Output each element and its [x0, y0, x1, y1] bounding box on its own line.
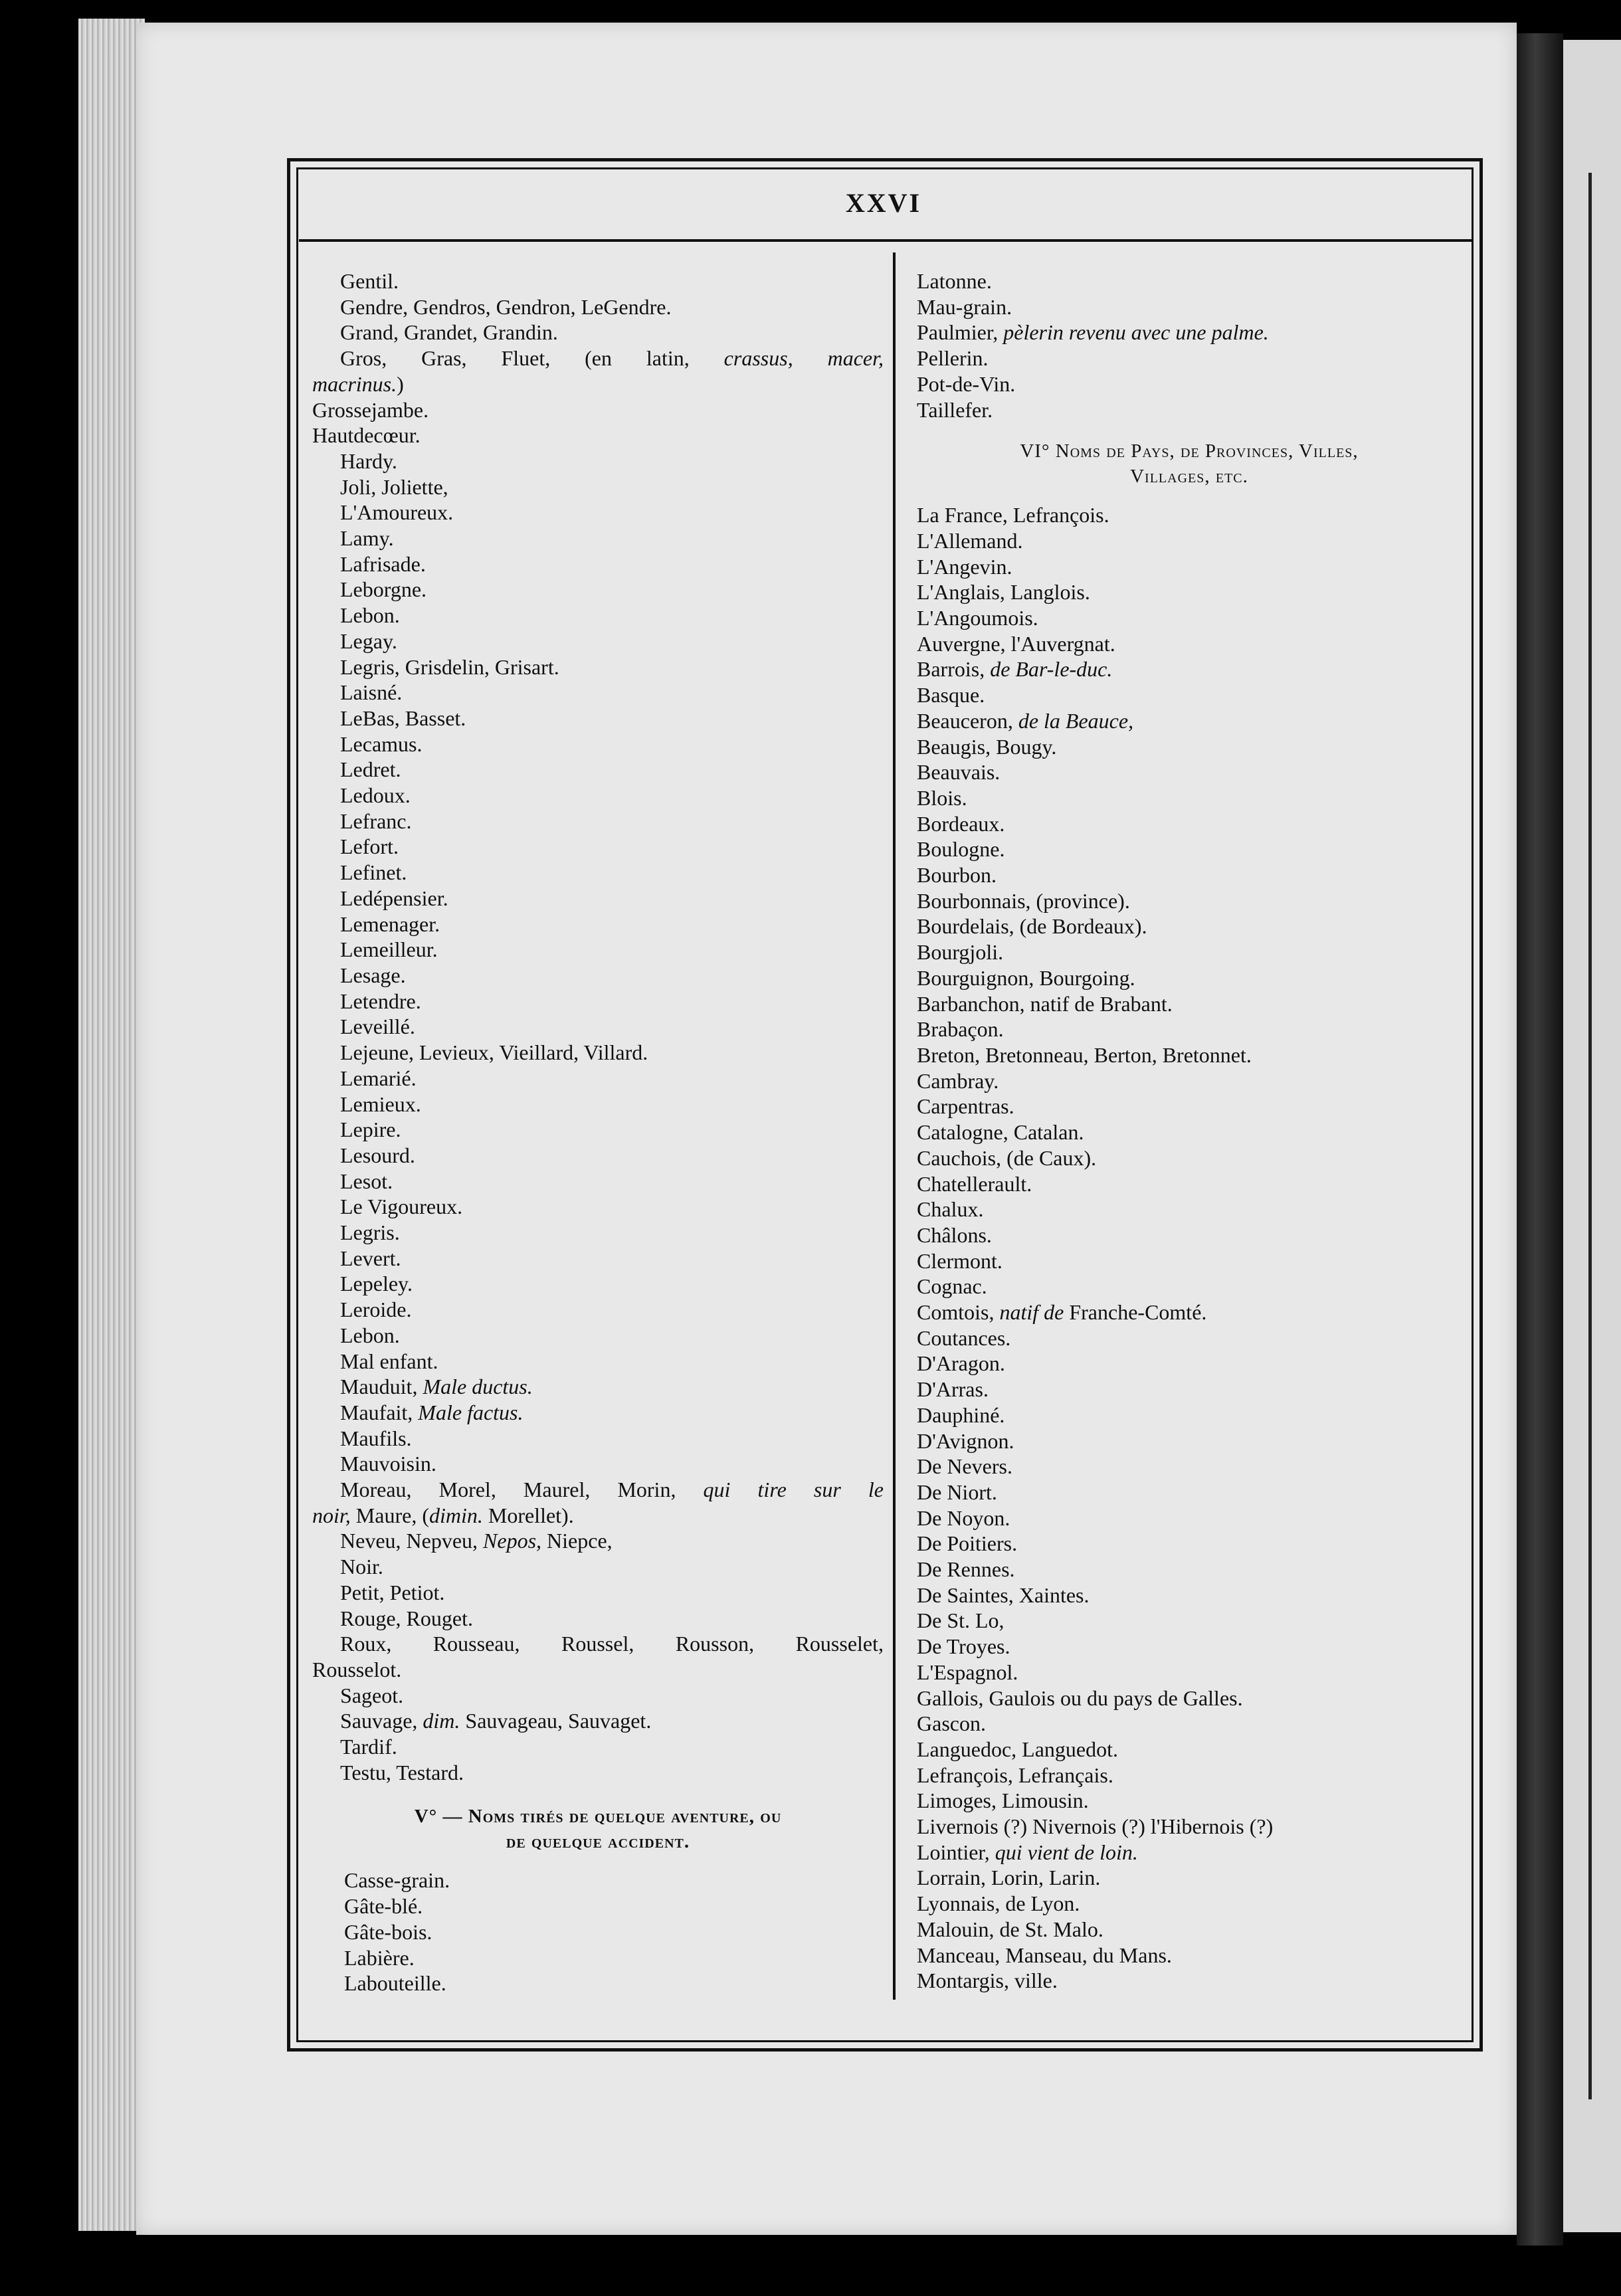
name-entry: Lesage.: [340, 963, 406, 987]
name-entry: Pellerin.: [917, 346, 989, 371]
name-entry-roux-continued: Rousselot.: [312, 1657, 402, 1681]
name-entry: Cauchois, (de Caux).: [917, 1145, 1097, 1170]
name-entry: Brabaçon.: [917, 1017, 1004, 1042]
name-entry: Basque.: [917, 683, 985, 708]
name-entry: Grand, Grandet, Grandin.: [340, 320, 558, 345]
name-entry-mauduit: Mauduit, Male ductus.: [340, 1375, 533, 1399]
name-entry: Gallois, Gaulois ou du pays de Galles.: [917, 1685, 1243, 1710]
name-entry: De Rennes.: [917, 1557, 1015, 1582]
name-entry: Ledépensier.: [340, 886, 448, 910]
name-entry: Limoges, Limousin.: [917, 1788, 1089, 1813]
name-entry-beauceron: Beauceron, de la Beauce,: [917, 708, 1134, 733]
name-entry: L'Anglais, Langlois.: [917, 580, 1090, 605]
name-entry: Leborgne.: [340, 577, 427, 602]
name-entry-moreau: Moreau, Morel, Maurel, Morin, qui tire sur le: [340, 1478, 884, 1502]
name-entry: Joli, Joliette,: [340, 474, 448, 499]
name-entry: Legris.: [340, 1220, 400, 1245]
name-entry: L'Espagnol.: [917, 1660, 1018, 1684]
name-entry: Testu, Testard.: [340, 1760, 464, 1784]
name-entry: Manceau, Manseau, du Mans.: [917, 1943, 1172, 1967]
name-entry: La France, Lefrançois.: [917, 503, 1109, 527]
name-entry: Lemenager.: [340, 911, 440, 936]
name-entry: Lefranc.: [340, 809, 412, 833]
name-entry: Lafrisade.: [340, 551, 426, 576]
name-entry: Leveillé.: [340, 1014, 415, 1039]
name-entry: De Noyon.: [917, 1505, 1010, 1530]
name-entry: Pot-de-Vin.: [917, 371, 1016, 396]
name-entry-moreau-continued: noir, Maure, (dimin. Morellet).: [312, 1503, 574, 1527]
name-entry-comtois: Comtois, natif de Franche-Comté.: [917, 1300, 1207, 1325]
name-entry: Livernois (?) Nivernois (?) l'Hibernois (?): [917, 1814, 1274, 1839]
name-entry: D'Aragon.: [917, 1351, 1005, 1376]
name-entry: Cognac.: [917, 1274, 987, 1299]
name-entry: Lorrain, Lorin, Larin.: [917, 1866, 1101, 1890]
name-entry: Carpentras.: [917, 1094, 1014, 1119]
name-entry-sauvage: Sauvage, dim. Sauvageau, Sauvaget.: [340, 1709, 652, 1733]
name-entry: Gentil.: [340, 269, 399, 293]
name-entry: Lesot.: [340, 1169, 393, 1193]
name-entry: Labière.: [344, 1945, 415, 1970]
name-entry: De Niort.: [917, 1480, 997, 1504]
name-entry-gros-continued: macrinus.): [312, 371, 404, 396]
name-entry: Lefrançois, Lefrançais.: [917, 1763, 1113, 1787]
name-entry: Hardy.: [340, 448, 397, 473]
name-entry: Beauvais.: [917, 760, 1001, 785]
name-entry: Leroide.: [340, 1297, 412, 1322]
header-rule: [299, 239, 1472, 242]
name-entry: Clermont.: [917, 1248, 1002, 1273]
name-entry: L'Amoureux.: [340, 500, 454, 525]
name-entry: Lesourd.: [340, 1143, 415, 1167]
name-entry: Auvergne, l'Auvergnat.: [917, 631, 1115, 656]
name-entry: Gâte-bois.: [344, 1919, 432, 1944]
name-entry: Chatellerault.: [917, 1171, 1032, 1196]
name-entry: Catalogne, Catalan.: [917, 1120, 1084, 1145]
name-entry: Montargis, ville.: [917, 1968, 1058, 1993]
name-entry: Lebon.: [340, 1323, 400, 1347]
name-entry: Gâte-blé.: [344, 1894, 423, 1919]
name-entry: Boulogne.: [917, 837, 1005, 862]
name-entry: Legris, Grisdelin, Grisart.: [340, 654, 559, 679]
name-entry: Mau-grain.: [917, 294, 1012, 319]
name-entry: Lefinet.: [340, 860, 407, 885]
name-entry: Languedoc, Languedot.: [917, 1737, 1118, 1761]
name-entry: Bourgjoli.: [917, 940, 1004, 965]
name-entry: Coutances.: [917, 1325, 1011, 1350]
name-entry: Sageot.: [340, 1683, 404, 1707]
name-entry: Casse-grain.: [344, 1868, 450, 1893]
name-entry: Ledret.: [340, 757, 401, 782]
name-entry: Lecamus.: [340, 731, 423, 756]
name-entry: Taillefer.: [917, 397, 993, 422]
facing-page-frame-rule: [1588, 173, 1592, 2099]
name-entry: Latonne.: [917, 269, 992, 293]
book-gutter: [1517, 33, 1563, 2246]
name-entry-maufait: Maufait, Male factus.: [340, 1400, 524, 1424]
name-entry: Bourguignon, Bourgoing.: [917, 965, 1135, 990]
name-entry: Legay.: [340, 628, 397, 653]
name-entry: LeBas, Basset.: [340, 706, 466, 730]
name-entry-paulmier: Paulmier, pèlerin revenu avec une palme.: [917, 320, 1269, 345]
name-entry: D'Avignon.: [917, 1428, 1014, 1453]
name-entry: Levert.: [340, 1246, 401, 1270]
name-entry: De St. Lo,: [917, 1608, 1004, 1633]
book-page-edges: [78, 19, 145, 2231]
name-entry: Gascon.: [917, 1711, 986, 1736]
name-entry: Dauphiné.: [917, 1402, 1005, 1427]
page-number: XXVI: [845, 188, 922, 218]
name-entry: Gendre, Gendros, Gendron, LeGendre.: [340, 294, 672, 319]
name-entry: Lyonnais, de Lyon.: [917, 1891, 1080, 1916]
name-entry: Lemarié.: [340, 1066, 417, 1090]
name-entry: Bourbonnais, (province).: [917, 888, 1130, 913]
name-entry: De Troyes.: [917, 1634, 1010, 1659]
left-column: [312, 268, 884, 1996]
name-entry: Barbanchon, natif de Brabant.: [917, 991, 1173, 1016]
name-entry: Le Vigoureux.: [340, 1195, 463, 1219]
name-entry: Chalux.: [917, 1197, 984, 1222]
name-entry: Rouge, Rouget.: [340, 1606, 473, 1630]
section-v-heading: V° — Noms tirés de quelque aventure, ou de quelque accident.: [414, 1806, 782, 1853]
name-entry: De Poitiers.: [917, 1531, 1018, 1556]
column-divider: [893, 252, 896, 2000]
name-entry: Lemieux.: [340, 1092, 421, 1116]
name-entry: Labouteille.: [344, 1971, 446, 1996]
name-entry: De Saintes, Xaintes.: [917, 1582, 1090, 1607]
name-entry: L'Angevin.: [917, 554, 1012, 579]
name-entry: De Nevers.: [917, 1454, 1012, 1479]
name-entry: Lemeilleur.: [340, 937, 438, 962]
name-entry: D'Arras.: [917, 1377, 989, 1402]
name-entry: Malouin, de St. Malo.: [917, 1917, 1103, 1941]
name-entry: Lamy.: [340, 526, 394, 551]
name-entry: Beaugis, Bougy.: [917, 734, 1057, 759]
name-entry: Petit, Petiot.: [340, 1580, 445, 1604]
name-entry-lointier: Lointier, qui vient de loin.: [917, 1840, 1138, 1864]
name-entry: L'Allemand.: [917, 528, 1023, 553]
name-entry-barrois: Barrois, de Bar-le-duc.: [917, 657, 1113, 682]
name-entry: Blois.: [917, 785, 967, 810]
name-entry: Laisné.: [340, 680, 403, 705]
name-entry-gros: Gros, Gras, Fluet, (en latin, crassus, macer,: [340, 346, 884, 371]
name-entry: Lebon.: [340, 603, 400, 628]
name-entry-roux: Roux, Rousseau, Roussel, Rousson, Rousselet,: [340, 1632, 884, 1656]
section-vi-heading: VI° Noms de Pays, de Provinces, Villes, Villages, etc.: [1020, 440, 1359, 488]
name-entry: Maufils.: [340, 1426, 412, 1450]
name-entry: Bourbon.: [917, 863, 997, 888]
name-entry: Tardif.: [340, 1735, 397, 1759]
name-entry: L'Angoumois.: [917, 606, 1038, 630]
name-entry: Bourdelais, (de Bordeaux).: [917, 914, 1147, 939]
name-entry: Cambray.: [917, 1068, 999, 1093]
name-entry: Lepeley.: [340, 1272, 413, 1296]
name-entry: Mal enfant.: [340, 1349, 438, 1373]
name-entry-neveu: Neveu, Nepveu, Nepos, Niepce,: [340, 1529, 613, 1553]
name-entry: Lejeune, Levieux, Vieillard, Villard.: [340, 1040, 648, 1065]
right-column: [917, 268, 1462, 1994]
name-entry: Mauvoisin.: [340, 1452, 436, 1476]
name-entry: Lepire.: [340, 1117, 401, 1142]
name-entry: Châlons.: [917, 1222, 992, 1247]
name-entry: Noir.: [340, 1555, 383, 1579]
name-entry: Grossejambe.: [312, 397, 429, 422]
name-entry: Ledoux.: [340, 783, 411, 808]
name-entry: Hautdecœur.: [312, 423, 421, 448]
name-entry: Lefort.: [340, 834, 399, 859]
name-entry: Letendre.: [340, 989, 421, 1013]
facing-page-edge: [1563, 40, 1621, 2232]
name-entry: Breton, Bretonneau, Berton, Bretonnet.: [917, 1042, 1252, 1067]
name-entry: Bordeaux.: [917, 811, 1005, 836]
